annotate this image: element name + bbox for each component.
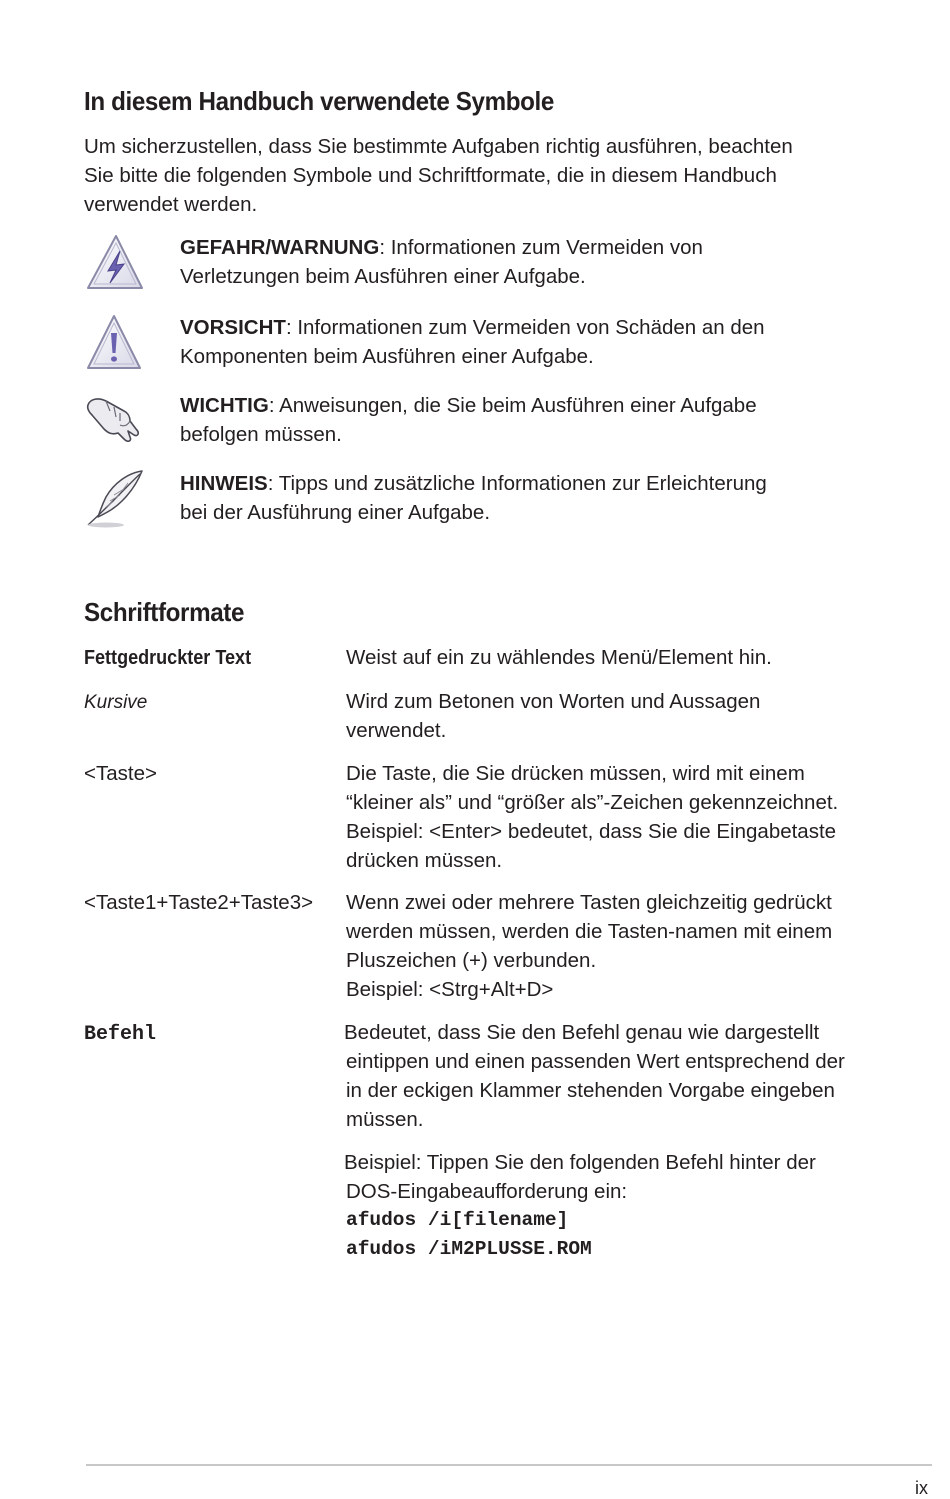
format-term: Befehl xyxy=(84,1023,157,1046)
intro-line: Sie bitte die folgenden Symbole und Schriftformate, die in diesem Handbuch xyxy=(84,164,777,187)
example-line: DOS-Eingabeaufforderung ein: xyxy=(346,1180,628,1203)
example-command: afudos /iM2PLUSSE.ROM xyxy=(346,1238,592,1260)
definition-line: Beispiel: <Enter> bedeutet, dass Sie die Eingabetaste xyxy=(346,820,837,843)
definition-line: Bedeutet, dass Sie den Befehl genau wie dargestellt xyxy=(344,1021,820,1044)
symbol-label: GEFAHR/WARNUNG xyxy=(180,236,380,259)
format-term: <Taste> xyxy=(84,762,157,785)
symbol-desc: bei der Ausführung einer Aufgabe. xyxy=(180,501,491,524)
intro-paragraph xyxy=(84,132,884,219)
definition-line: Wird zum Betonen von Worten und Aussagen xyxy=(346,690,761,713)
definition-line: Wenn zwei oder mehrere Tasten gleichzeitig gedrückt xyxy=(346,891,832,914)
definition-line: werden müssen, werden die Tasten-namen mit einem xyxy=(346,920,833,943)
format-definition xyxy=(346,888,886,1004)
page-number: ix xyxy=(915,1478,928,1498)
example-line: Beispiel: Tippen Sie den folgenden Befehl hinter der xyxy=(344,1151,816,1174)
symbol-desc: : Informationen zum Vermeiden von Schäden an den xyxy=(285,316,765,339)
quill-feather-icon xyxy=(84,469,146,529)
definition-line: eintippen und einen passenden Wert entsprechend der xyxy=(346,1050,845,1073)
symbol-row-note xyxy=(84,469,884,529)
footer-divider xyxy=(86,1464,932,1466)
symbol-row-caution xyxy=(84,313,884,373)
symbol-row-warning xyxy=(84,233,884,293)
format-definition xyxy=(346,643,886,672)
symbol-desc: : Informationen zum Vermeiden von xyxy=(379,236,703,259)
format-term: <Taste1+Taste2+Taste3> xyxy=(84,891,314,914)
section-heading-symbols: In diesem Handbuch verwendete Symbole xyxy=(84,86,554,116)
pointing-hand-icon xyxy=(84,391,146,451)
warning-lightning-icon xyxy=(84,233,146,293)
definition-line: Weist auf ein zu wählendes Menü/Element hin. xyxy=(346,646,772,669)
symbol-desc: : Anweisungen, die Sie beim Ausführen einer Aufgabe xyxy=(268,394,757,417)
caution-exclamation-icon xyxy=(84,313,146,373)
symbol-desc: : Tipps und zusätzliche Informationen zur Erleichterung xyxy=(267,472,767,495)
format-definition xyxy=(344,1018,884,1134)
symbol-row-important xyxy=(84,391,884,451)
definition-line: “kleiner als” und “größer als”-Zeichen gekennzeichnet. xyxy=(346,791,839,814)
definition-line: in der eckigen Klammer stehenden Vorgabe eingeben xyxy=(346,1079,835,1102)
intro-line: Um sicherzustellen, dass Sie bestimmte Aufgaben richtig ausführen, beachten xyxy=(84,135,793,158)
section-heading-formats: Schriftformate xyxy=(84,597,245,627)
intro-line: verwendet werden. xyxy=(84,193,258,216)
symbol-desc: Verletzungen beim Ausführen einer Aufgabe. xyxy=(180,265,586,288)
definition-line: müssen. xyxy=(346,1108,424,1131)
symbol-label: HINWEIS xyxy=(180,472,268,495)
symbol-label: WICHTIG xyxy=(180,394,269,417)
definition-line: Die Taste, die Sie drücken müssen, wird mit einem xyxy=(346,762,805,785)
example-command: afudos /i[filename] xyxy=(346,1209,569,1231)
symbol-label: VORSICHT xyxy=(180,316,286,339)
definition-line: verwendet. xyxy=(346,719,447,742)
symbol-desc: Komponenten beim Ausführen einer Aufgabe. xyxy=(180,345,594,368)
definition-line: Pluszeichen (+) verbunden. xyxy=(346,949,597,972)
definition-line: drücken müssen. xyxy=(346,849,503,872)
format-term: Fettgedruckter Text xyxy=(84,646,252,669)
symbol-desc: befolgen müssen. xyxy=(180,423,342,446)
format-term: Kursive xyxy=(84,692,148,713)
format-definition xyxy=(346,687,886,745)
format-definition xyxy=(346,759,886,875)
definition-line: Beispiel: <Strg+Alt+D> xyxy=(346,978,554,1001)
